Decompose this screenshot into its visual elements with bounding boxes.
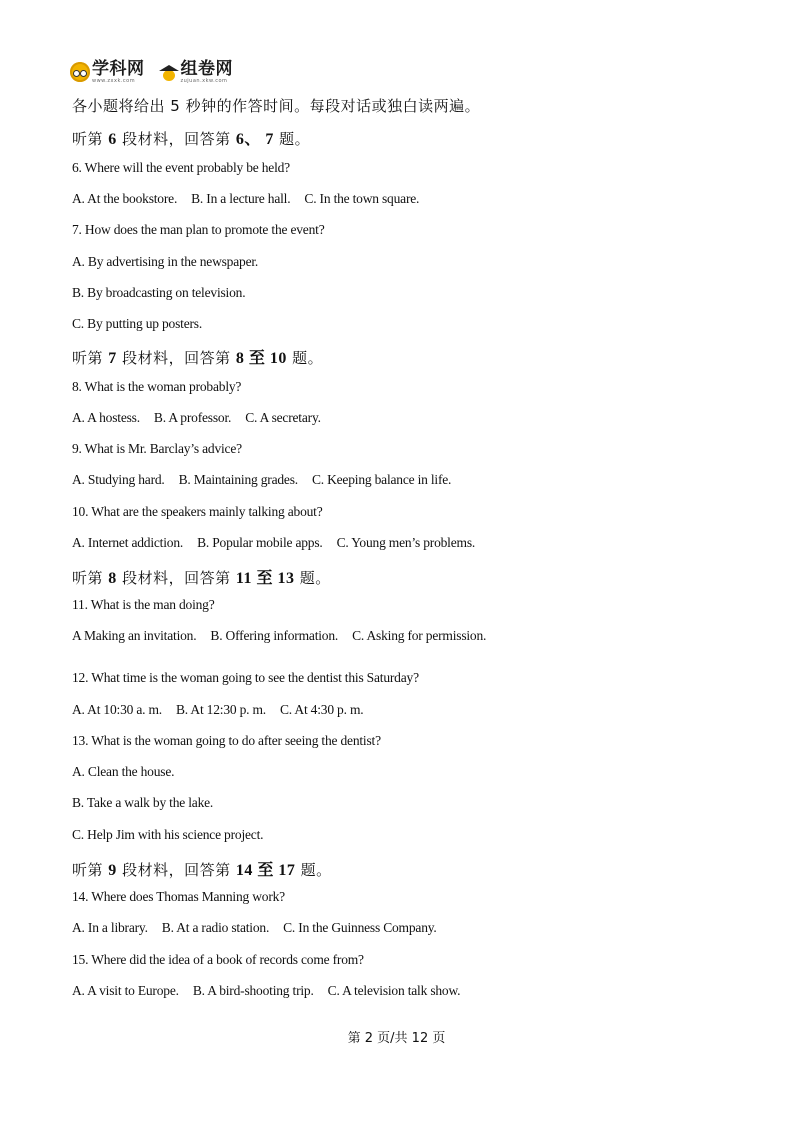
section-suffix: 题。	[292, 349, 324, 367]
section-prefix: 听第	[72, 349, 104, 367]
intro-instruction: 各小题将给出 5 秒钟的作答时间。每段对话或独白读两遍。	[72, 97, 481, 115]
graduation-cap-icon	[159, 62, 179, 82]
option-a: A. Studying hard.	[72, 472, 165, 487]
option-a: A. At the bookstore.	[72, 191, 178, 206]
section-number: 9	[108, 862, 117, 879]
options-10	[72, 535, 475, 551]
section-middle: 段材料，回答第	[122, 861, 231, 879]
section-prefix: 听第	[72, 861, 104, 879]
question-range: 6、 7	[235, 131, 274, 148]
section-number: 8	[108, 570, 117, 587]
option-c: C. Keeping balance in life.	[311, 472, 452, 487]
option-b: B. Maintaining grades.	[178, 472, 298, 487]
question-range: 14 至 17	[235, 862, 296, 879]
page-footer: 第 2 页/共 12 页	[347, 1031, 446, 1046]
question-6: 6. Where will the event probably be held?	[72, 160, 290, 175]
section-middle: 段材料，回答第	[122, 569, 231, 587]
section-number: 7	[108, 350, 117, 367]
owl-face-icon	[70, 62, 90, 82]
option-a: A. Internet addiction.	[72, 535, 184, 550]
options-9	[72, 472, 451, 488]
option-b: B. Offering information.	[210, 628, 339, 643]
option-7b: B. By broadcasting on television.	[72, 285, 246, 300]
brand2-name: 组卷网	[180, 59, 233, 79]
options-15	[72, 983, 460, 999]
question-15: 15. Where did the idea of a book of records come from?	[72, 952, 364, 967]
section-middle: 段材料，回答第	[122, 349, 231, 367]
option-7c: C. By putting up posters.	[72, 316, 203, 331]
option-b: B. A professor.	[153, 410, 232, 425]
options-14	[72, 920, 437, 936]
header-logo	[70, 59, 247, 85]
section-heading-9	[72, 857, 332, 880]
section-suffix: 题。	[279, 130, 311, 148]
section-heading-7	[72, 345, 323, 368]
option-13a: A. Clean the house.	[72, 764, 175, 779]
option-a: A. At 10:30 a. m.	[72, 702, 162, 717]
option-b: B. In a lecture hall.	[191, 191, 291, 206]
brand1-url: www.zxxk.com	[92, 78, 136, 84]
section-prefix: 听第	[72, 569, 104, 587]
question-8: 8. What is the woman probably?	[72, 379, 242, 394]
option-a: A. In a library.	[72, 920, 148, 935]
question-9: 9. What is Mr. Barclay’s advice?	[72, 441, 242, 456]
option-b: B. At a radio station.	[161, 920, 270, 935]
option-7a: A. By advertising in the newspaper.	[72, 254, 259, 269]
zxxk-logo	[70, 60, 145, 84]
question-12: 12. What time is the woman going to see the dentist this Saturday?	[72, 670, 419, 685]
brand1-name: 学科网	[92, 59, 145, 79]
option-c: C. Young men’s problems.	[336, 535, 476, 550]
option-a: A. A hostess.	[72, 410, 140, 425]
option-c: C. At 4:30 p. m.	[279, 702, 364, 717]
section-suffix: 题。	[299, 569, 331, 587]
section-heading-6	[72, 126, 310, 149]
options-8	[72, 410, 321, 426]
question-14: 14. Where does Thomas Manning work?	[72, 889, 285, 904]
section-middle: 段材料，回答第	[122, 130, 231, 148]
option-13c: C. Help Jim with his science project.	[72, 827, 264, 842]
option-c: C. A secretary.	[245, 410, 321, 425]
option-a: A Making an invitation.	[72, 628, 197, 643]
option-a: A. A visit to Europe.	[72, 983, 179, 998]
options-12	[72, 702, 363, 718]
option-c: C. A television talk show.	[327, 983, 461, 998]
brand2-url: zujuan.xkw.com	[180, 78, 228, 84]
zujuan-logo	[159, 60, 234, 84]
section-number: 6	[108, 131, 117, 148]
question-7: 7. How does the man plan to promote the event?	[72, 222, 325, 237]
option-b: B. At 12:30 p. m.	[175, 702, 266, 717]
section-suffix: 题。	[300, 861, 332, 879]
options-6	[72, 191, 419, 207]
options-11	[72, 628, 486, 644]
option-13b: B. Take a walk by the lake.	[72, 795, 214, 810]
question-range: 8 至 10	[235, 350, 287, 367]
question-13: 13. What is the woman going to do after seeing the dentist?	[72, 733, 381, 748]
option-b: B. Popular mobile apps.	[197, 535, 323, 550]
section-prefix: 听第	[72, 130, 104, 148]
option-c: C. Asking for permission.	[352, 628, 487, 643]
option-b: B. A bird-shooting trip.	[192, 983, 314, 998]
option-c: C. In the town square.	[304, 191, 420, 206]
question-11: 11. What is the man doing?	[72, 597, 215, 612]
question-10: 10. What are the speakers mainly talking about?	[72, 504, 323, 519]
section-heading-8	[72, 565, 331, 588]
option-c: C. In the Guinness Company.	[283, 920, 437, 935]
question-range: 11 至 13	[235, 570, 295, 587]
